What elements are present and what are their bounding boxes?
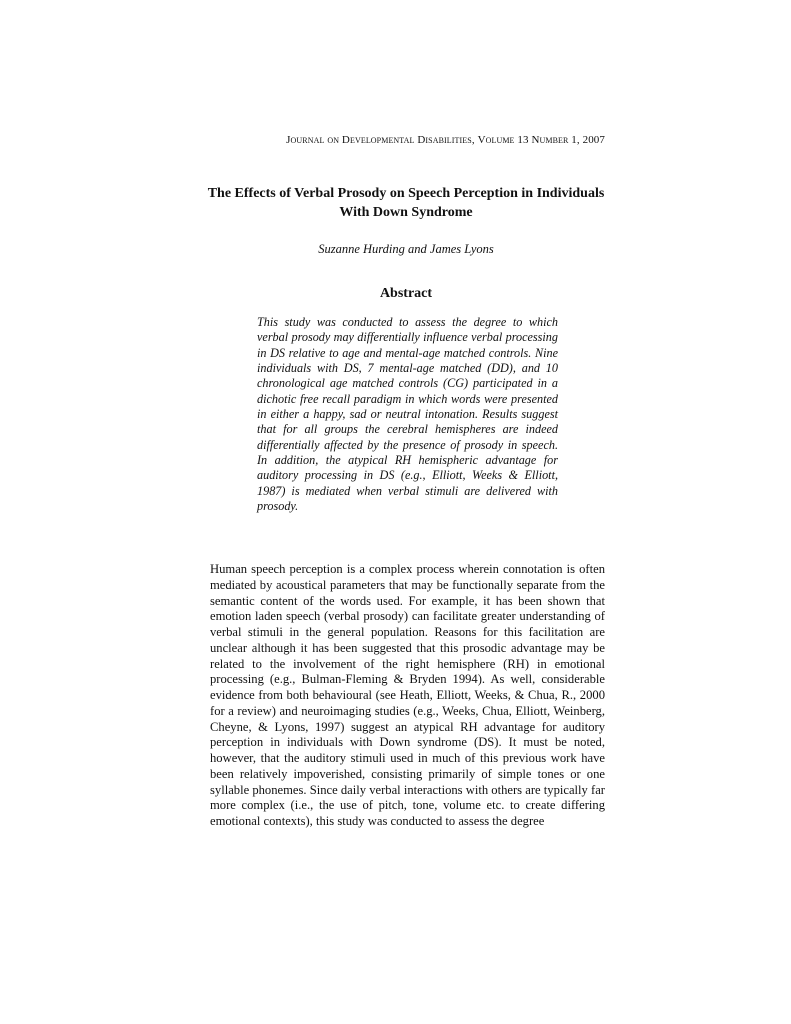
abstract-heading: Abstract — [379, 286, 433, 301]
abstract-text: This study was conducted to assess the degree to which verbal prosody may differentially influence verbal processing in DS relative to age and mental-age matched controls. Nine individuals with DS, 7 mental-age matched (DD), and 10 chronological age matched controls (CG) participated in a dichotic free recall paradigm in which words were presented in either a happy, sad or neutral intonation. Results suggest that for all groups the cerebral hemispheres are indeed differentially affected by the presence of prosody in speech. In addition, the atypical RH hemispheric advantage for auditory processing in DS (e.g., Elliott, Weeks & Elliott, 1987) is mediated when verbal stimuli are delivered with prosody. — [257, 315, 558, 514]
running-head — [210, 134, 605, 146]
volume-issue: Volume 13 Number 1, 2007 — [477, 134, 605, 146]
article-authors: Suzanne Hurding and James Lyons — [318, 242, 494, 256]
journal-name: Journal on Developmental Disabilities, — [286, 134, 475, 146]
body-paragraph: Human speech perception is a complex process wherein connotation is often mediated by acoustical parameters that may be functionally separate from the semantic content of the words used. For example, it has been shown that emotion laden speech (verbal prosody) can facilitate greater understanding of verbal stimuli in the general population. Reasons for this facilitation are unclear although it has been suggested that this prosodic advantage may be related to the involvement of the right hemisphere (RH) in emotional processing (e.g., Bulman-Fleming & Bryden 1994). As well, considerable evidence from both behavioural (see Heath, Elliott, Weeks, & Chua, R., 2000 for a review) and neuroimaging studies (e.g., Weeks, Chua, Elliott, Weinberg, Cheyne, & Lyons, 1997) suggest an atypical RH advantage for auditory perception in individuals with Down syndrome (DS). It must be noted, however, that the auditory stimuli used in much of this previous work have been relatively impoverished, consisting primarily of simple tones or one syllable phonemes. Since daily verbal interactions with others are typically far more complex (i.e., the use of pitch, tone, volume etc. to create differing emotional contexts), this study was conducted to assess the degree — [210, 562, 605, 828]
article-title: The Effects of Verbal Prosody on Speech Perception in Individuals With Down Syndrome — [207, 186, 605, 220]
